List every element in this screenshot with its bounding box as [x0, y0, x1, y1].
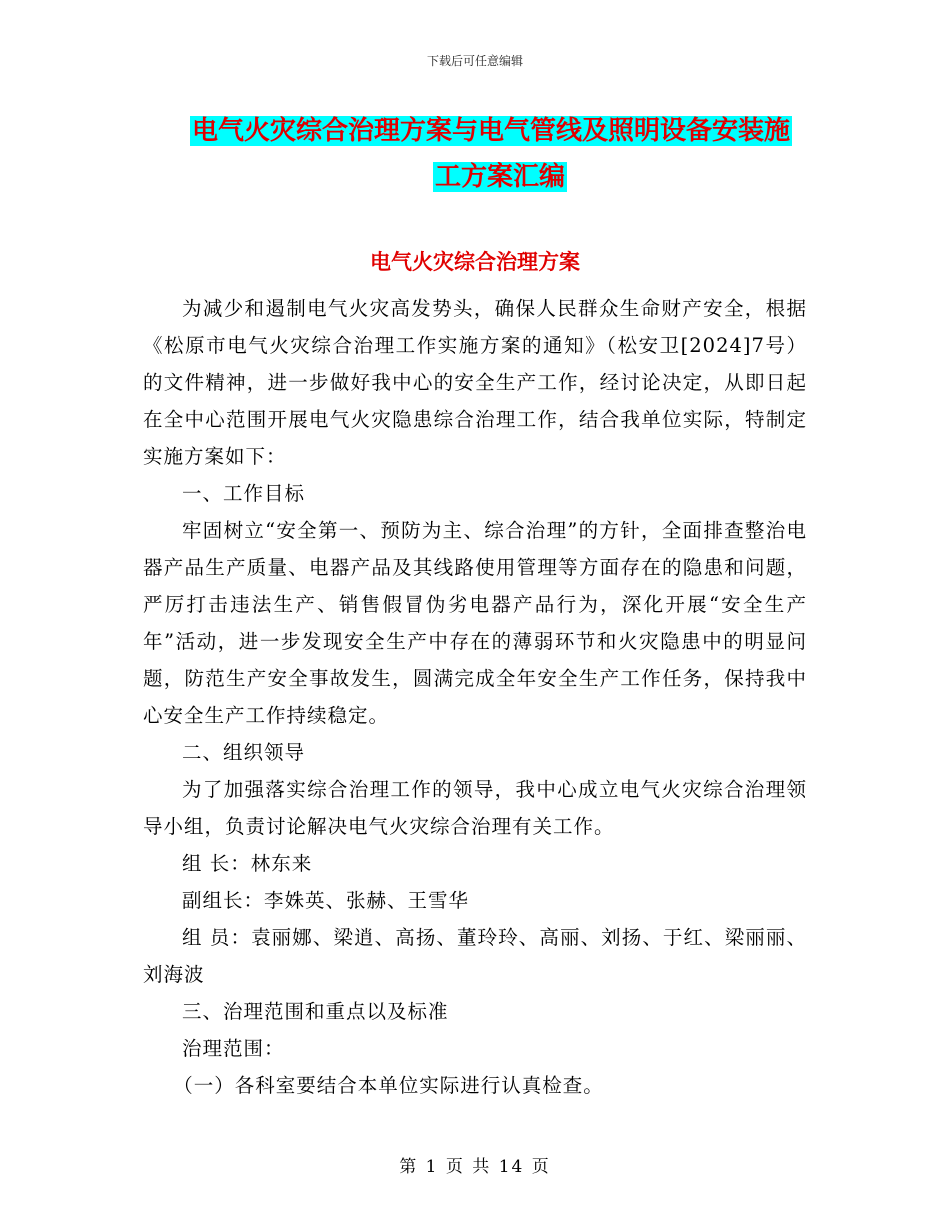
organization-paragraph: 为了加强落实综合治理工作的领导，我中心成立电气火灾综合治理领导小组，负责讨论解决电气火灾综合治理有关工作。	[143, 778, 807, 838]
page-header-note: 下载后可任意编辑	[426, 54, 523, 68]
title-line-1: 电气火灾综合治理方案与电气管线及照明设备安装施	[192, 116, 791, 146]
team-members: 组 员：袁丽娜、梁逍、高扬、董玲玲、高丽、刘扬、于红、梁丽丽、刘海波	[143, 926, 807, 986]
team-leader: 组 长：林东来	[182, 852, 313, 875]
scope-item-1: （一）各科室要结合本单位实际进行认真检查。	[173, 1074, 604, 1097]
document-body	[143, 290, 807, 1104]
heading-scope: 三、治理范围和重点以及标准	[182, 1000, 449, 1023]
title-line-2: 工方案汇编	[434, 162, 565, 192]
heading-organization: 二、组织领导	[182, 741, 306, 764]
document-title	[190, 108, 810, 200]
scope-label: 治理范围：	[182, 1037, 285, 1060]
heading-work-goal: 一、工作目标	[182, 482, 306, 505]
deputy-leaders: 副组长：李姝英、张赫、王雪华	[182, 889, 470, 912]
page-number: 第 1 页 共 14 页	[399, 1157, 551, 1177]
intro-paragraph: 为减少和遏制电气火灾高发势头，确保人民群众生命财产安全，根据《松原市电气火灾综合治理工作实施方案的通知》（松安卫[2024]7号）的文件精神，进一步做好我中心的安全生产工作，经讨论决定，从即日起在全中心范围开展电气火灾隐患综合治理工作，结合我单位实际，特制定实施方案如下：	[143, 297, 807, 468]
goal-paragraph: 牢固树立“安全第一、预防为主、综合治理”的方针，全面排查整治电器产品生产质量、电器产品及其线路使用管理等方面存在的隐患和问题，严厉打击违法生产、销售假冒伪劣电器产品行为，深化开展“安全生产年”活动，进一步发现安全生产中存在的薄弱环节和火灾隐患中的明显问题，防范生产安全事故发生，圆满完成全年安全生产工作任务，保持我中心安全生产工作持续稳定。	[143, 519, 807, 727]
section-title: 电气火灾综合治理方案	[370, 250, 580, 274]
